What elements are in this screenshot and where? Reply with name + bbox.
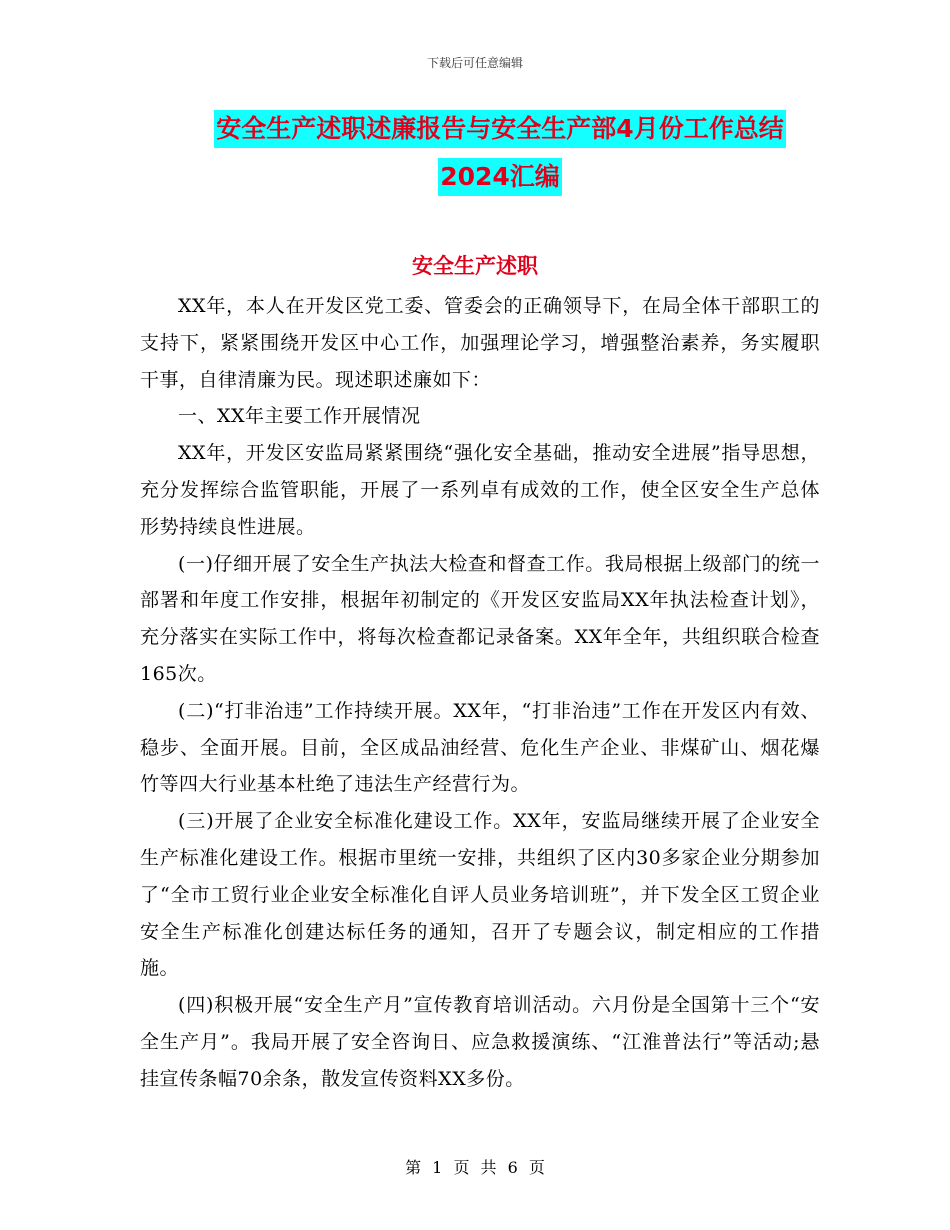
section-heading: 安全生产述职 (412, 254, 538, 278)
paragraph-item-4: (四)积极开展“安全生产月”宣传教育培训活动。六月份是全国第十三个“安全生产月”。我局开展了安全咨询日、应急救援演练、“江淮普法行”等活动;悬挂宣传条幅70余条，散发宣传资料XX多份。 (140, 994, 820, 1090)
body-text (140, 288, 820, 1098)
paragraph-section-one-heading: 一、XX年主要工作开展情况 (178, 405, 421, 428)
title-line-2: 2024汇编 (438, 158, 562, 196)
title-line-1: 安全生产述职述廉报告与安全生产部4月份工作总结 (214, 110, 785, 148)
paragraph-intro: XX年，本人在开发区党工委、管委会的正确领导下，在局全体干部职工的支持下，紧紧围绕开发区中心工作，加强理论学习，增强整治素养，务实履职干事，自律清廉为民。现述职述廉如下： (140, 295, 820, 391)
header-note: 下载后可任意编辑 (426, 56, 523, 70)
paragraph-item-2: (二)“打非治违”工作持续开展。XX年，“打非治违”工作在开发区内有效、稳步、全面开展。目前，全区成品油经营、危化生产企业、非煤矿山、烟花爆竹等四大行业基本杜绝了违法生产经营行为。 (140, 699, 820, 796)
paragraph-overview: XX年，开发区安监局紧紧围绕“强化安全基础，推动安全进展”指导思想，充分发挥综合监管职能，开展了一系列卓有成效的工作，使全区安全生产总体形势持续良性进展。 (140, 442, 820, 538)
paragraph-item-1: (一)仔细开展了安全生产执法大检查和督查工作。我局根据上级部门的统一部署和年度工作安排，根据年初制定的《开发区安监局XX年执法检查计划》，充分落实在实际工作中，将每次检查都记录备案。XX年全年，共组织联合检查165次。 (140, 552, 820, 685)
page-footer: 第 1 页 共 6 页 (405, 1158, 545, 1177)
document-title (140, 110, 860, 196)
paragraph-item-3: (三)开展了企业安全标准化建设工作。XX年，安监局继续开展了企业安全生产标准化建设工作。根据市里统一安排，共组织了区内30多家企业分期参加了“全市工贸行业企业安全标准化自评人员业务培训班”，并下发全区工贸企业安全生产标准化创建达标任务的通知，召开了专题会议，制定相应的工作措施。 (140, 810, 820, 980)
